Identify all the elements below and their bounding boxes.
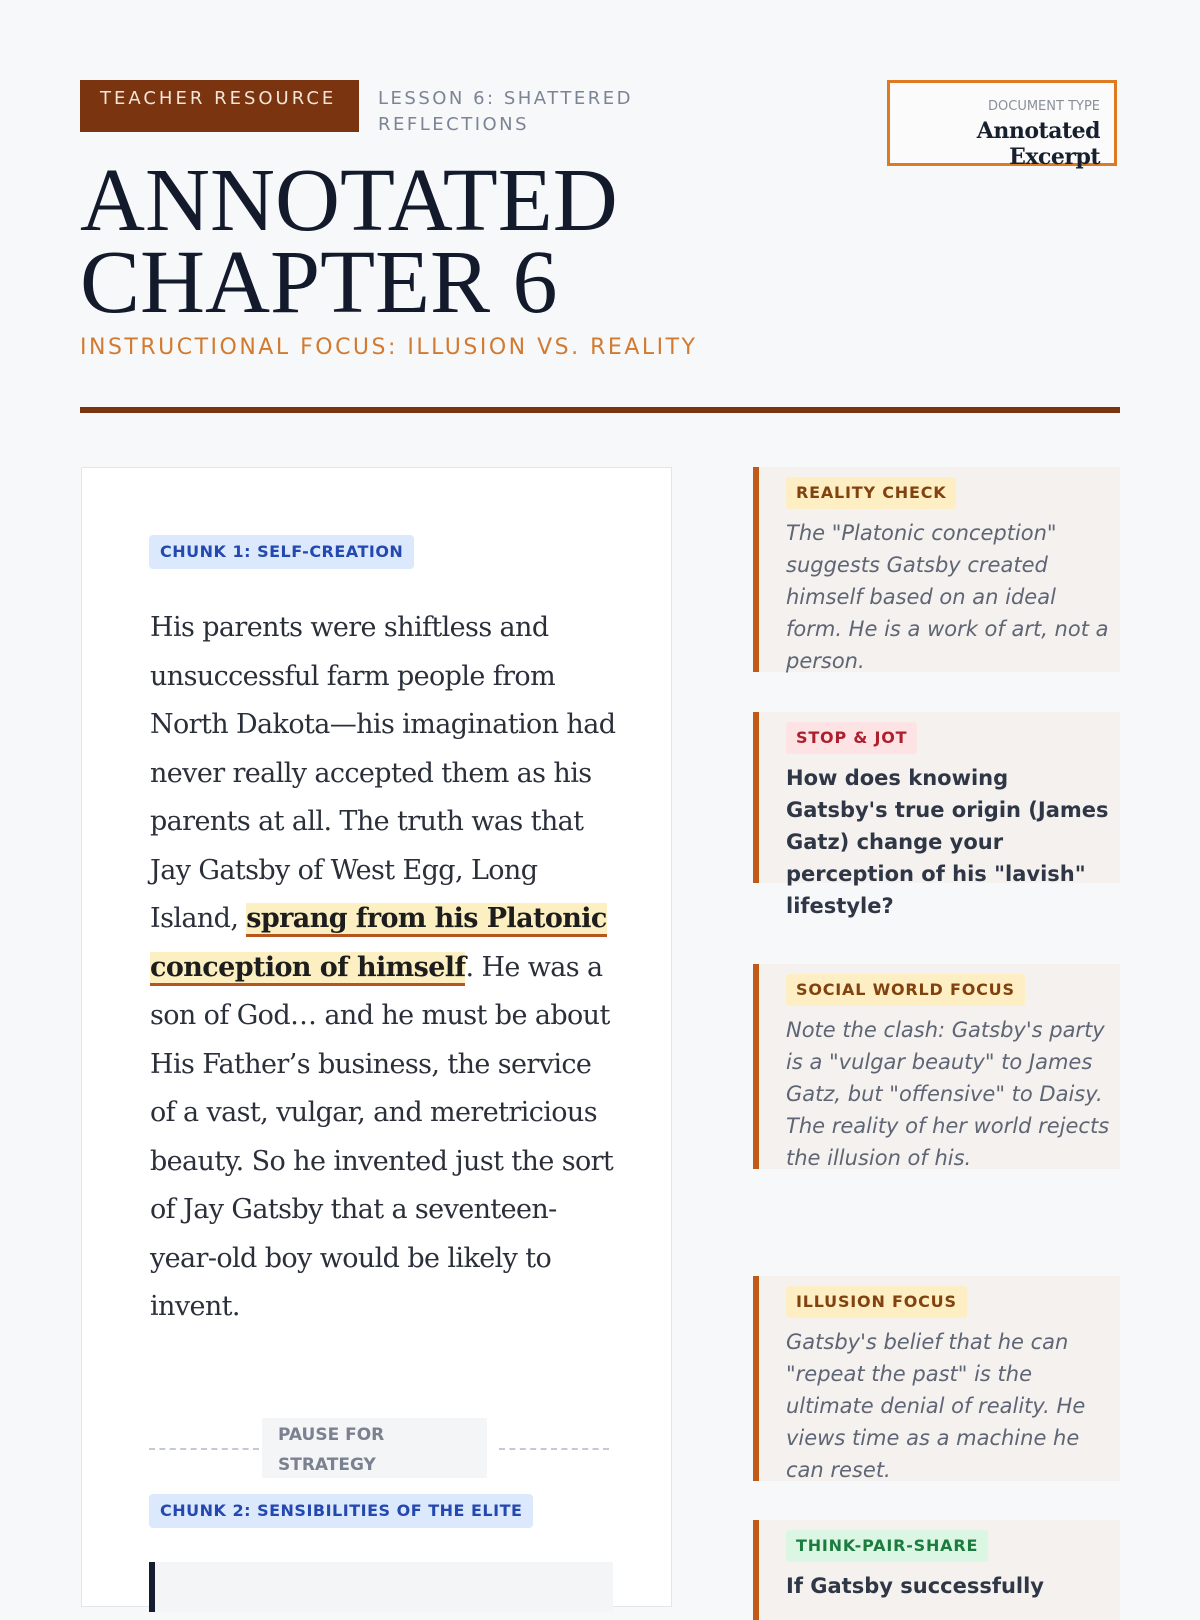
document-type-value: Annotated Excerpt (976, 118, 1100, 170)
pause-divider (149, 1418, 605, 1478)
annotation-tag: ILLUSION FOCUS (786, 1286, 967, 1318)
annotation-text: The "Platonic conception" suggests Gatsby created himself based on an ideal form. He is a work of art, not a person. (786, 521, 1109, 673)
instructional-focus: INSTRUCTIONAL FOCUS: ILLUSION VS. REALITY (80, 335, 698, 360)
chunk-1-label: CHUNK 1: SELF-CREATION (149, 535, 414, 569)
pause-line-left (149, 1448, 259, 1450)
annotation-stop-and-jot (753, 712, 1120, 918)
excerpt-passage (150, 604, 620, 1332)
annotation-text: Gatsby's belief that he can "repeat the past" is the ultimate denial of reality. He views time as a machine he can reset. (786, 1330, 1086, 1482)
highlighted-phrase[interactable]: sprang from his Platonic conception of himself (150, 903, 607, 986)
pause-label: PAUSE FOR STRATEGY (262, 1418, 487, 1478)
header-divider (80, 407, 1120, 413)
document-type-label: DOCUMENT TYPE (988, 99, 1100, 114)
annotation-social-world-focus (753, 964, 1120, 1169)
teacher-resource-badge: TEACHER RESOURCE (80, 80, 359, 132)
chunk-2-label: CHUNK 2: SENSIBILITIES OF THE ELITE (149, 1494, 533, 1528)
annotation-tag: THINK-PAIR-SHARE (786, 1530, 988, 1562)
annotation-tag: STOP & JOT (786, 722, 917, 754)
passage-text-before: His parents were shiftless and unsuccessful farm people from North Dakota—his imagination had never really accepted them as his parents at all. The truth was that Jay Gatsby of West Egg, Long Island, (150, 612, 616, 934)
page-title-line2: CHAPTER 6 (80, 233, 558, 332)
annotation-tag: REALITY CHECK (786, 477, 956, 509)
excerpt-card (81, 467, 672, 1607)
page-title-line1: ANNOTATED (80, 151, 618, 250)
annotation-illusion-focus (753, 1276, 1120, 1481)
pause-line-right (499, 1448, 609, 1450)
page-title (80, 151, 618, 332)
annotation-text: Note the clash: Gatsby's party is a "vulgar beauty" to James Gatz, but "offensive" to Daisy. The reality of her world rejects the illusion of his. (786, 1018, 1110, 1170)
document-type-box (887, 80, 1117, 170)
annotation-tag: SOCIAL WORLD FOCUS (786, 974, 1025, 1006)
lesson-label: LESSON 6: SHATTERED REFLECTIONS (378, 88, 634, 135)
annotation-think-pair-share (753, 1520, 1120, 1620)
annotation-question: How does knowing Gatsby's true origin (James Gatz) change your perception of his "lavish" lifestyle? (786, 766, 1109, 918)
annotation-reality-check (753, 467, 1120, 672)
passage-text-after: . He was a son of God… and he must be about His Father’s business, the service of a vast, vulgar, and meretricious beauty. So he invented just the sort of Jay Gatsby that a seventeen-year-old boy would be likely to invent. (150, 951, 614, 1322)
chunk-2-block-quote (149, 1562, 613, 1612)
annotation-question: If Gatsby successfully (786, 1574, 1044, 1598)
